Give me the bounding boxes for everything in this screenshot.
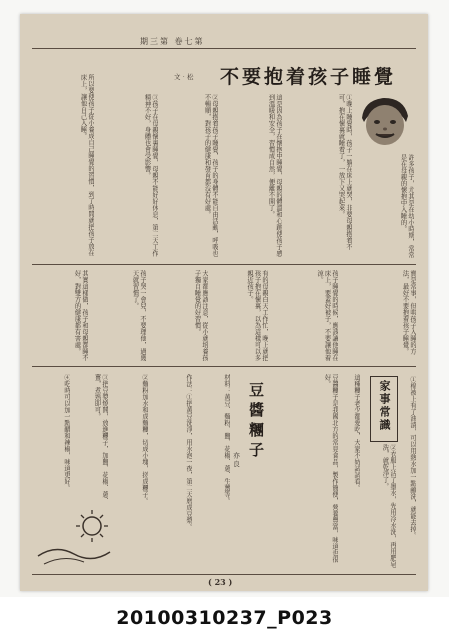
main-article-col-2: ①晚上睡覺時，孩子一躺在床上就哭，非要母親抱着不可，抱在懷裏就睡着了，一放下又哭起來。 <box>337 94 352 250</box>
middle-article-col-1: 寶是常事，但哄孩子入睡的方法，最好不要抱着孩子睡覺。 <box>401 270 416 355</box>
recipe-col-5: ③把豆漿燒開，放進糰子，加鹽、花椒、蔥、薑，煮熟即可。 <box>93 374 108 504</box>
tips-box <box>370 376 398 442</box>
tips-col-1: ①棉被上有了油漬，可以用熱水加一點鹼洗，就能去掉。 <box>409 376 416 539</box>
page-number: ( 23 ) <box>208 577 233 587</box>
footer-rule <box>32 574 416 575</box>
middle-article-col-2: 孩子睡覺的時候，應該讓他睡在床上，要蓋好被子，不要讓他着涼。 <box>316 270 338 361</box>
section-rule-1 <box>32 264 416 265</box>
main-article-col-4: ②母親抱着孩子睡覺，孩子的身體不能自由活動，呼吸也不暢順，對孩子的健康和發育都沒有好處。 <box>203 94 218 257</box>
main-article-col-6: 所以要使孩子從小養成自己睡覺的習慣，到了時間就把孩子放在床上，讓他自己入睡。 <box>79 74 94 256</box>
sun-illustration <box>34 508 114 568</box>
recipe-author: 亦良 <box>232 452 240 469</box>
middle-article-col-3: 其實這樣做，孩子和母親都睡不好，對雙方的健康都有害處。 <box>73 270 88 361</box>
recipe-col-3: 作法：①把黃豆洗淨，用水泡一夜，第二天磨成豆漿。 <box>185 374 192 530</box>
main-article-col-5: ③孩子在母親懷裏睡覺，母親不能好好休息，第二天工作精神不好，身體也會受影響。 <box>143 94 158 257</box>
recipe-col-7: 這種糰子老少都愛吃，大家不妨試試看。 <box>353 374 360 491</box>
main-article-title: 不要抱着孩子睡覺 <box>220 66 397 88</box>
section-rule-2 <box>32 366 416 367</box>
recipe-col-6: ④吃時可以加一點醋和辣椒，味道更好。 <box>63 374 70 491</box>
tips-box-title: 家事常識 <box>378 380 391 432</box>
header-rule <box>32 48 416 49</box>
main-article-byline: 文‧松 <box>174 73 194 81</box>
middle-article-col-4: 孩子哭一會兒，不要理他，過幾天就習慣了。 <box>131 270 146 361</box>
recipe-col-4: ②麵粉加水和成麵糰，切成小塊，搓成糰子。 <box>141 374 148 504</box>
magazine-page <box>20 14 428 591</box>
recipe-col-2: 材料：黃豆、麵粉、鹽、花椒、蔥、生薑等。 <box>223 374 230 504</box>
recipe-col-1: 豆醬糰子是我國北方的常見食品，製作簡便，營養豐富，味道也很好。 <box>323 374 338 563</box>
issue-header: 期三第 卷七第 <box>140 37 205 46</box>
middle-article-col-6: 有的母親白天工作忙，晚上就把孩子抱在懷裏，以為這樣可以多親近孩子。 <box>246 270 268 361</box>
main-article-col-3: 這是因為孩子在懷抱中睡覺，母親的體溫和心跳使孩子感到溫暖和安全，習慣成自然，便離不開了。 <box>267 94 282 257</box>
image-caption: 20100310237_P023 <box>0 597 449 640</box>
middle-article-col-5: 大家都應該注意，從小就培養孩子獨自睡覺的好習慣。 <box>193 270 208 361</box>
child-portrait-image <box>356 92 414 150</box>
main-article-col-1: 許多孩子，尤其是在幼小時期，常常是在母親的懷抱中入睡的。 <box>399 154 414 258</box>
recipe-title: 豆醬糰子 <box>247 382 265 462</box>
tips-col-2: ②衣服上沾了墨水，先用冷水洗，再用肥皂洗，就乾淨了。 <box>381 444 396 568</box>
